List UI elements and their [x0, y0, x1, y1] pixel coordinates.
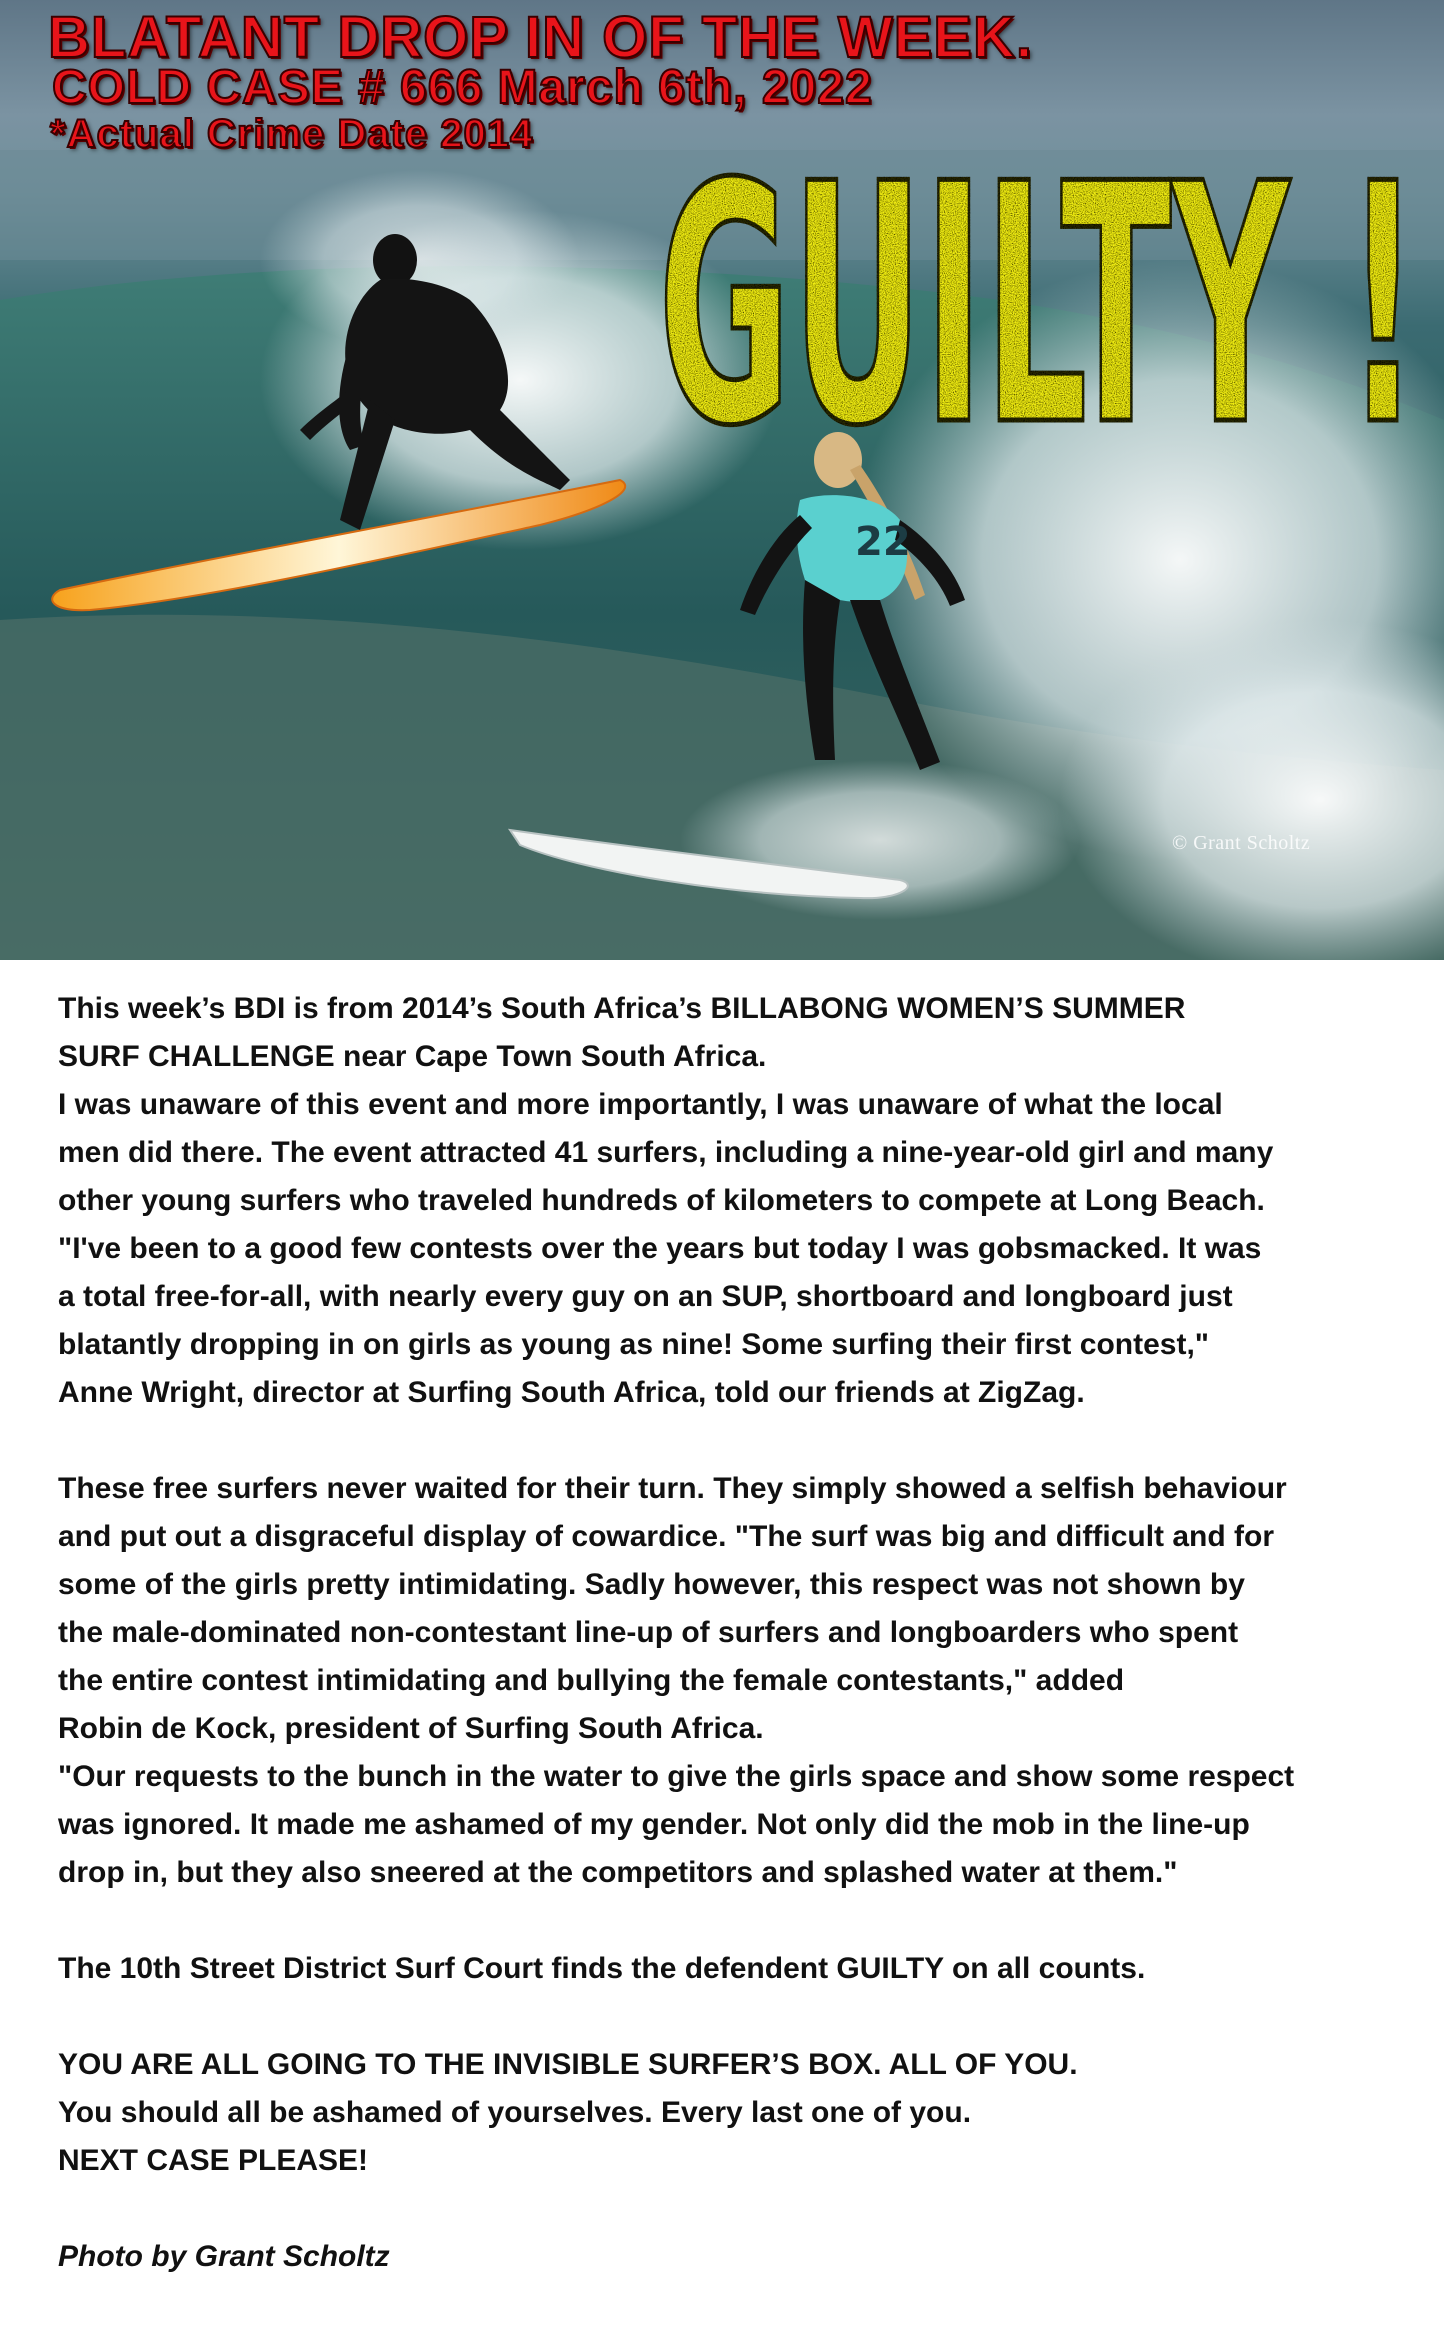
text-line: was ignored. It made me ashamed of my gender. Not only did the mob in the line-up: [58, 1808, 1250, 1841]
text-line: SURF CHALLENGE near Cape Town South Africa.: [58, 1040, 767, 1073]
text-line: "Our requests to the bunch in the water to give the girls space and show some respect: [58, 1760, 1295, 1793]
text-line: other young surfers who traveled hundreds of kilometers to compete at Long Beach.: [58, 1184, 1265, 1217]
text-line: men did there. The event attracted 41 surfers, including a nine-year-old girl and many: [58, 1136, 1274, 1169]
paragraph-sentence: [58, 2041, 1428, 2185]
jersey-number: 22: [855, 519, 911, 565]
paragraph-event: [58, 985, 1428, 1417]
paragraph-gap: [58, 1417, 1428, 1465]
paragraph-gap: [58, 1897, 1428, 1945]
text-line: These free surfers never waited for their turn. They simply showed a selfish behaviour: [58, 1472, 1287, 1505]
text-line: Robin de Kock, president of Surfing South Africa.: [58, 1712, 764, 1745]
text-line: I was unaware of this event and more importantly, I was unaware of what the local: [58, 1088, 1223, 1121]
photo-watermark: © Grant Scholtz: [1172, 832, 1311, 854]
text-line: a total free-for-all, with nearly every guy on an SUP, shortboard and longboard just: [58, 1280, 1233, 1313]
text-line: the entire contest intimidating and bullying the female contestants," added: [58, 1664, 1125, 1697]
hero-photo: [0, 0, 1444, 960]
text-line: blatantly dropping in on girls as young as nine! Some surfing their first contest,": [58, 1328, 1210, 1361]
paragraph-gap: [58, 1993, 1428, 2041]
paragraph-gap: [58, 2185, 1428, 2233]
headline-case-number: COLD CASE # 666 March 6th, 2022: [52, 61, 873, 114]
guilty-verdict-text: GUILTY !: [658, 120, 1420, 440]
text-line: drop in, but they also sneered at the competitors and splashed water at them.": [58, 1856, 1178, 1889]
paragraph-verdict: [58, 1945, 1428, 1993]
text-line: "I've been to a good few contests over the years but today I was gobsmacked. It was: [58, 1232, 1262, 1265]
text-line: and put out a disgraceful display of cowardice. "The surf was big and difficult and for: [58, 1520, 1275, 1553]
headline-crime-date: *Actual Crime Date 2014: [50, 112, 534, 156]
text-line: You should all be ashamed of yourselves. Every last one of you.: [58, 2096, 972, 2129]
guilty-verdict-stamp: [650, 120, 1430, 440]
text-line: some of the girls pretty intimidating. Sadly however, this respect was not shown by: [58, 1568, 1245, 1601]
text-line: the male-dominated non-contestant line-up of surfers and longboarders who spent: [58, 1616, 1239, 1649]
headline-title: BLATANT DROP IN OF THE WEEK.: [48, 5, 1033, 70]
paragraph-behaviour: [58, 1465, 1428, 1897]
text-line: Anne Wright, director at Surfing South Africa, told our friends at ZigZag.: [58, 1376, 1085, 1409]
text-line: NEXT CASE PLEASE!: [58, 2144, 369, 2177]
article-body: [58, 985, 1428, 2281]
text-line: The 10th Street District Surf Court finds the defendent GUILTY on all counts.: [58, 1952, 1146, 1985]
text-line: YOU ARE ALL GOING TO THE INVISIBLE SURFER’S BOX. ALL OF YOU.: [58, 2048, 1078, 2081]
text-line: This week’s BDI is from 2014’s South Africa’s BILLABONG WOMEN’S SUMMER: [58, 992, 1186, 1025]
photo-credit: Photo by Grant Scholtz: [58, 2240, 390, 2273]
